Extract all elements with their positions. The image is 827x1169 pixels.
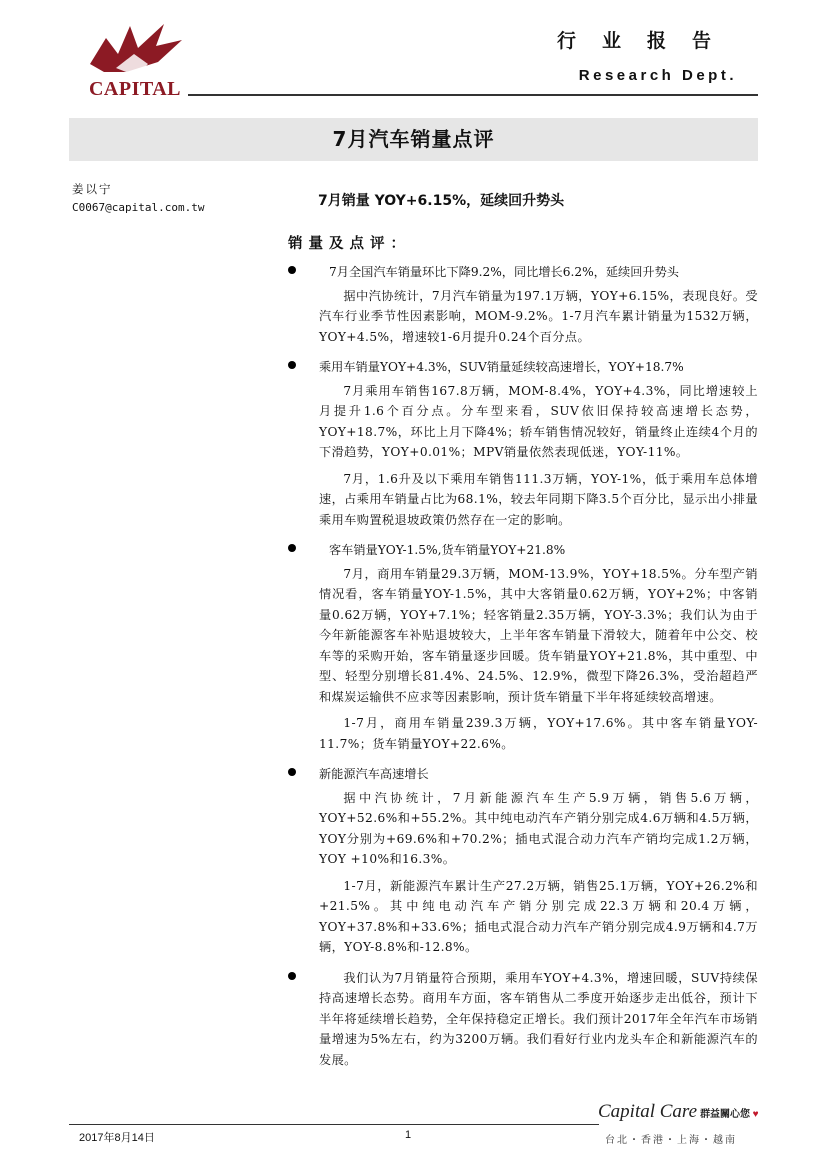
item-heading: 乘用车销量YOY+4.3%，SUV销量延续较高速增长，YOY+18.7% bbox=[319, 360, 684, 374]
item-paragraph: 7月，商用车销量29.3万辆，MOM-13.9%，YOY+18.5%。分车型产销情况看，客车销量YOY-1.5%，其中大客销量0.62万辆，YOY+2%；中客销量0.62万辆，YOY+7.1%；轻客销量2.35万辆，YOY-3.3%；我们认为由于今年新能源客车补贴退坡较大，上半年客车销量下滑较大，随着年中公交、校车等的采购开始，客车销量逐步回暖。货车销量YOY+21.8%，其中重型、中型、轻型分别增长81.4%、24.5%、12.9%，微型下降26.3%，受治超趋严和煤炭运输供不应求等因素影响，预计货车销量下半年将延续较高增速。 bbox=[319, 566, 758, 704]
bullet-icon bbox=[288, 768, 296, 776]
item-paragraph: 1-7月，商用车销量239.3万辆，YOY+17.6%。其中客车销量YOY-11.7%；货车销量YOY+22.6%。 bbox=[319, 716, 758, 751]
brand-text: Capital Care bbox=[598, 1101, 698, 1122]
header-rule bbox=[188, 94, 758, 96]
bullet-item-overview bbox=[288, 262, 758, 347]
item-paragraph: 7月乘用车销售167.8万辆，MOM-8.4%，YOY+4.3%，同比增速较上月提升1.6个百分点。分车型来看，SUV依旧保持较高速增长态势，YOY+18.7%，环比上月下降4%；轿车销售情况较好，销量终止连续4个月的下滑趋势，YOY+0.01%；MPV销量依然表现低迷，YOY-11%。 bbox=[319, 383, 758, 459]
section-heading: 销量及点评： bbox=[288, 236, 411, 252]
item-paragraph: 1-7月，新能源汽车累计生产27.2万辆，销售25.1万辆，YOY+26.2%和+21.5%。其中纯电动汽车产销分别完成22.3万辆和20.4万辆，YOY+37.8%和+33.6%；插电式混合动力汽车产销分别完成4.9万辆和4.7万辆，YOY-8.8%和-12.8%。 bbox=[319, 878, 758, 954]
item-paragraph: 我们认为7月销量符合预期，乘用车YOY+4.3%，增速回暖，SUV持续保持高速增长态势。商用车方面，客车销售从二季度开始逐步走出低谷，预计下半年将延续增长趋势，全年保持稳定正增长。我们预计2017年全年汽车市场销量增速为5%左右，约为3200万辆。我们看好行业内龙头车企和新能源汽车的发展。 bbox=[319, 970, 758, 1067]
footer-cities: 台北・香港・上海・越南 bbox=[605, 1135, 737, 1146]
bullet-item-outlook bbox=[288, 968, 758, 1071]
footer-date: 2017年8月14日 bbox=[79, 1132, 155, 1144]
item-paragraph: 据中汽协统计，7月新能源汽车生产5.9万辆，销售5.6万辆，YOY+52.6%和+55.2%。其中纯电动汽车产销分别完成4.6万辆和4.5万辆，YOY分别为+69.6%和+70.2%；插电式混合动力汽车产销均完成1.2万辆，YOY +10%和16.3%。 bbox=[319, 790, 758, 866]
author-name: 姜以宁 bbox=[72, 182, 113, 196]
page-number: 1 bbox=[405, 1129, 412, 1141]
heart-icon: ♥ bbox=[750, 1109, 759, 1120]
bullet-icon bbox=[288, 972, 296, 980]
item-paragraph: 据中汽协统计，7月汽车销量为197.1万辆，YOY+6.15%，表现良好。受汽车行业季节性因素影响，MOM-9.2%。1-7月汽车累计销量为1532万辆，YOY+4.5%，增速较1-6月提升0.24个百分点。 bbox=[319, 288, 758, 344]
report-title: 7月汽车销量点评 bbox=[69, 118, 758, 161]
report-body bbox=[288, 262, 758, 1080]
bullet-icon bbox=[288, 266, 296, 274]
author-email: C0067@capital.com.tw bbox=[72, 201, 205, 214]
report-subtitle: 7月销量 YOY+6.15%，延续回升势头 bbox=[318, 193, 565, 209]
department: Research Dept. bbox=[578, 67, 737, 84]
bullet-item-commercial bbox=[288, 540, 758, 754]
item-paragraph: 7月，1.6升及以下乘用车销售111.3万辆，YOY-1%，低于乘用车总体增速，占乘用车销量占比为68.1%，较去年同期下降3.5个百分比，显示出小排量乘用车购置税退坡政策仍然存在一定的影响。 bbox=[319, 471, 758, 527]
report-type: 行业报告 bbox=[556, 31, 737, 52]
bullet-item-new-energy bbox=[288, 764, 758, 958]
item-heading: 新能源汽车高速增长 bbox=[319, 767, 429, 781]
item-heading: 客车销量YOY-1.5%,货车销量YOY+21.8% bbox=[329, 543, 566, 557]
brand-cn-text: 群益關心您 bbox=[700, 1109, 751, 1120]
capital-logo bbox=[72, 24, 198, 98]
item-heading: 7月全国汽车销量环比下降9.2%，同比增长6.2%，延续回升势头 bbox=[329, 265, 679, 279]
bullet-item-passenger bbox=[288, 357, 758, 530]
footer-rule bbox=[69, 1124, 599, 1125]
bullet-icon bbox=[288, 361, 296, 369]
capital-care-logo bbox=[598, 1101, 759, 1123]
eagle-icon bbox=[86, 24, 186, 80]
logo-text: CAPITAL bbox=[88, 78, 182, 100]
bullet-icon bbox=[288, 544, 296, 552]
